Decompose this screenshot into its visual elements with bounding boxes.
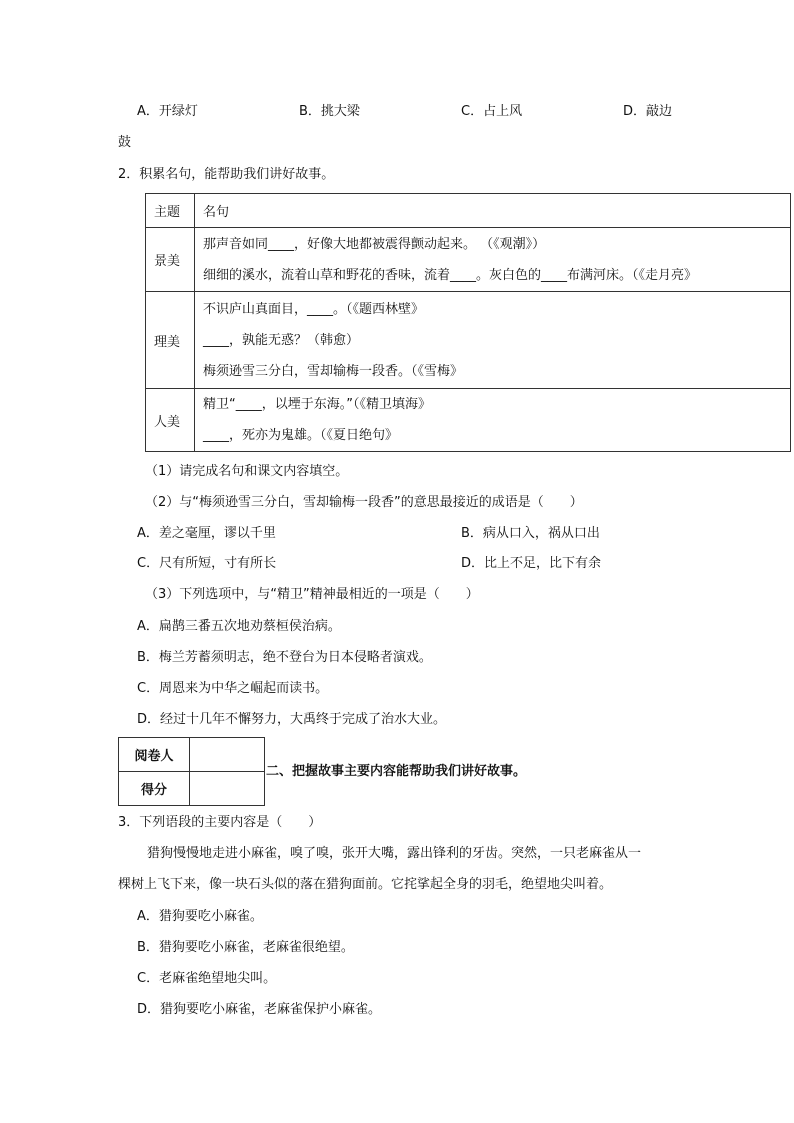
- q2-sub2-option-a: A．差之毫厘，谬以千里: [137, 526, 276, 541]
- quote-line: ____，孰能无惑？（韩愈）: [203, 332, 360, 348]
- q2-sub2-option-d: D．比上不足，比下有余: [461, 556, 602, 571]
- q2-stem: 2．积累名句，能帮助我们讲好故事。: [118, 167, 335, 182]
- q2-sub1: （1）请完成名句和课文内容填空。: [145, 464, 349, 479]
- quote-line: 精卫“____，以堙于东海。”（《精卫填海》: [203, 397, 431, 412]
- q1-option-b: B．挑大梁: [299, 104, 360, 119]
- q2-sub2: （2）与“梅须逊雪三分白，雪却输梅一段香”的意思最接近的成语是（ ）: [145, 495, 583, 510]
- q2-sub2-option-b: B．病从口入，祸从口出: [461, 526, 600, 541]
- q1-option-c: C．占上风: [461, 104, 523, 119]
- table-row: [146, 389, 791, 452]
- q3-option-a: A．猎狗要吃小麻雀。: [137, 909, 263, 924]
- q2-sub3-option-d: D．经过十几年不懈努力，大禹终于完成了治水大业。: [137, 712, 447, 727]
- table-row: [146, 228, 791, 292]
- q3-option-b: B．猎狗要吃小麻雀，老麻雀很绝望。: [137, 940, 354, 955]
- header-quote: 名句: [195, 194, 791, 228]
- table-header-row: [146, 194, 791, 228]
- q3-passage-line-2: 棵树上飞下来，像一块石头似的落在猎狗面前。它挓挲起全身的羽毛，绝望地尖叫着。: [118, 877, 613, 892]
- quote-cell: [195, 389, 791, 452]
- quote-line: 那声音如同____，好像大地都被震得颤动起来。 （《观潮》）: [203, 236, 546, 252]
- quote-cell: [195, 228, 791, 292]
- quote-line: ____，死亦为鬼雄。（《夏日绝句》: [203, 428, 399, 443]
- q2-sub3-option-c: C．周恩来为中华之崛起而读书。: [137, 681, 329, 696]
- theme-cell: 景美: [146, 228, 195, 292]
- section-2-title: 二、把握故事主要内容能帮助我们讲好故事。: [266, 764, 527, 779]
- grader-box: [118, 737, 265, 806]
- theme-cell: 人美: [146, 389, 195, 452]
- q2-sub3: （3）下列选项中，与“精卫”精神最相近的一项是（ ）: [145, 587, 479, 602]
- q3-stem: 3．下列语段的主要内容是（ ）: [118, 815, 322, 830]
- quote-line: 细细的溪水，流着山草和野花的香味，流着____。灰白色的____布满河床。（《走月亮》: [203, 267, 698, 283]
- q2-sub3-option-a: A．扁鹊三番五次地劝蔡桓侯治病。: [137, 619, 341, 634]
- quote-cell: [195, 292, 791, 389]
- q1-option-a: A．开绿灯: [137, 104, 198, 119]
- q2-sub3-option-b: B．梅兰芳蓄须明志，绝不登台为日本侵略者演戏。: [137, 650, 432, 665]
- q3-option-c: C．老麻雀绝望地尖叫。: [137, 971, 277, 986]
- famous-quotes-table: [145, 193, 791, 452]
- reviewer-label: 阅卷人: [119, 738, 190, 772]
- table-row: [146, 292, 791, 389]
- score-label: 得分: [119, 772, 190, 806]
- header-theme: 主题: [146, 194, 195, 228]
- q3-passage-line-1: 猎狗慢慢地走进小麻雀，嗅了嗅，张开大嘴，露出锋利的牙齿。突然，一只老麻雀从一: [147, 846, 642, 861]
- quote-line: 不识庐山真面目，____。（《题西林壁》: [203, 301, 425, 317]
- score-field: [190, 772, 265, 806]
- theme-cell: 理美: [146, 292, 195, 389]
- q2-sub2-option-c: C．尺有所短，寸有所长: [137, 556, 277, 571]
- quote-line: 梅须逊雪三分白，雪却输梅一段香。（《雪梅》: [203, 363, 464, 379]
- q1-option-d-wrap: 鼓: [118, 135, 132, 150]
- q1-option-d: D．敲边: [623, 104, 673, 119]
- reviewer-field: [190, 738, 265, 772]
- q3-option-d: D．猎狗要吃小麻雀，老麻雀保护小麻雀。: [137, 1002, 382, 1017]
